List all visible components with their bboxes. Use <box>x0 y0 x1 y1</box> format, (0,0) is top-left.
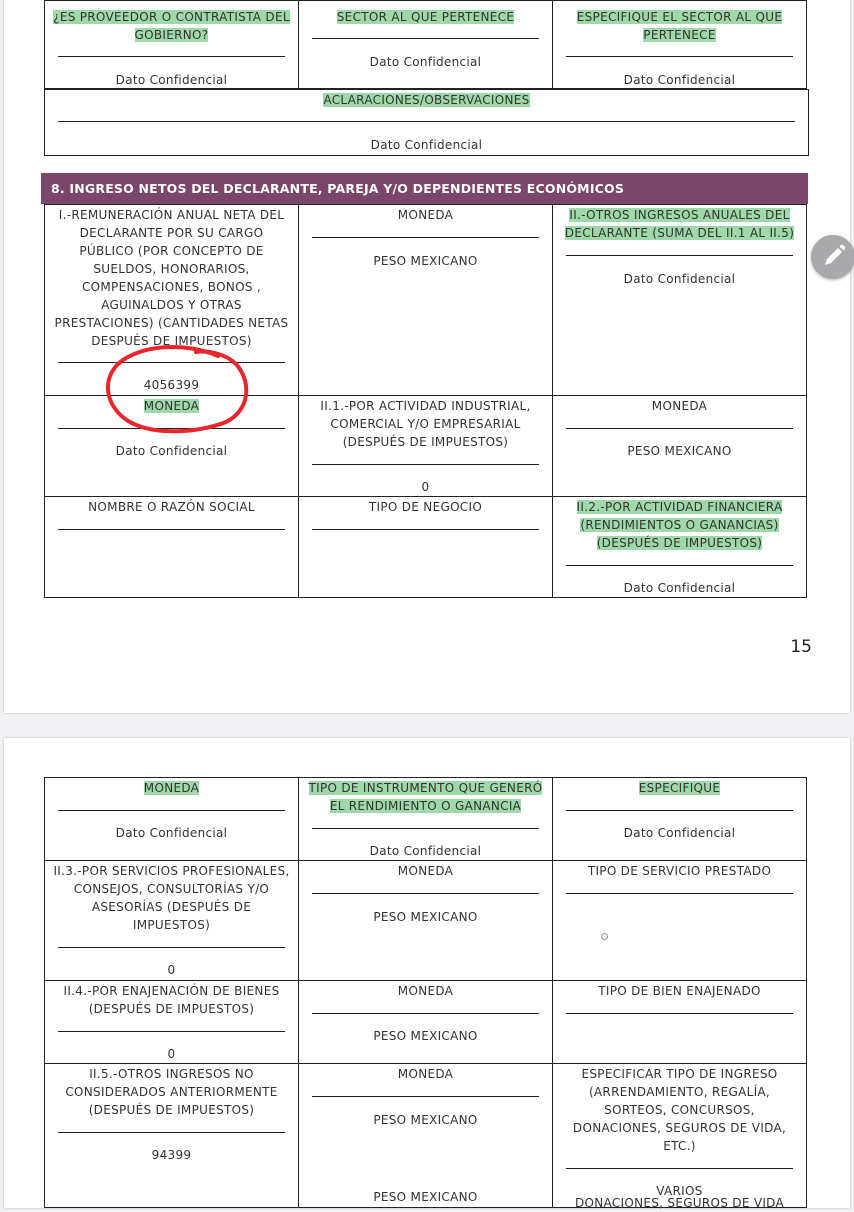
tipo-servicio-label: TIPO DE SERVICIO PRESTADO <box>587 864 772 878</box>
cut-off-tipo-ingreso-text: DONACIONES, SEGUROS DE VIDA <box>574 1196 785 1210</box>
moneda-label: MONEDA <box>143 399 200 413</box>
moneda-cell <box>298 860 553 981</box>
otros-ingresos-no-considerados-cell <box>44 1063 299 1208</box>
separator <box>566 893 793 894</box>
moneda-cell <box>298 204 553 396</box>
separator <box>58 121 795 122</box>
tipo-ingreso-label: ESPECIFICAR TIPO DE INGRESO (ARRENDAMIENTO, REGALÍA, SORTEOS, CONCURSOS, DONACIONES, SEGUROS DE VIDA, ETC.) <box>572 1067 787 1153</box>
otros-ingresos-value: Dato Confidencial <box>623 272 736 286</box>
section-8-header: 8. INGRESO NETOS DEL DECLARANTE, PAREJA Y/O DEPENDIENTES ECONÓMICOS <box>41 173 808 204</box>
separator <box>58 1132 285 1133</box>
especifique-sector-value: Dato Confidencial <box>623 73 736 87</box>
cut-off-moneda-text: PESO MEXICANO <box>373 1190 478 1204</box>
proveedor-value: Dato Confidencial <box>115 73 228 87</box>
actividad-financiera-cell <box>552 496 807 598</box>
edit-button[interactable] <box>811 235 854 279</box>
otros-ingresos-no-considerados-label: II.5.-OTROS INGRESOS NO CONSIDERADOS ANTERIORMENTE (DESPUÉS DE IMPUESTOS) <box>65 1067 278 1117</box>
moneda-label: MONEDA <box>397 1067 454 1081</box>
remuneracion-cell <box>44 204 299 396</box>
otros-ingresos-no-considerados-value: 94399 <box>151 1148 192 1162</box>
actividad-industrial-label: II.1.-POR ACTIVIDAD INDUSTRIAL, COMERCIAL Y/O EMPRESARIAL (DESPUÉS DE IMPUESTOS) <box>320 399 531 449</box>
separator <box>312 529 539 530</box>
moneda-cell <box>44 777 299 861</box>
sector-value: Dato Confidencial <box>369 55 482 69</box>
moneda-cell <box>552 395 807 497</box>
separator <box>566 428 793 429</box>
separator <box>58 428 285 429</box>
tipo-bien-label: TIPO DE BIEN ENAJENADO <box>598 984 761 998</box>
servicios-profesionales-cell <box>44 860 299 981</box>
separator <box>312 237 539 238</box>
separator <box>566 810 793 811</box>
moneda-label: MONEDA <box>651 399 708 413</box>
separator <box>58 810 285 811</box>
separator <box>312 893 539 894</box>
small-circle-mark <box>601 933 608 940</box>
separator <box>312 1096 539 1097</box>
aclaraciones-value: Dato Confidencial <box>370 138 483 152</box>
moneda-value: PESO MEXICANO <box>627 444 732 458</box>
moneda-cell <box>44 395 299 497</box>
separator <box>58 529 285 530</box>
especifique-sector-cell <box>552 0 807 89</box>
moneda-label: MONEDA <box>397 208 454 222</box>
separator <box>566 1013 793 1014</box>
proveedor-label: ¿ES PROVEEDOR O CONTRATISTA DEL GOBIERNO? <box>53 10 290 42</box>
actividad-financiera-value: Dato Confidencial <box>623 581 736 595</box>
page-number: 15 <box>790 637 812 657</box>
tipo-instrumento-value: Dato Confidencial <box>369 844 482 858</box>
separator <box>58 1031 285 1032</box>
proveedor-cell <box>44 0 299 89</box>
razon-social-cell <box>44 496 299 598</box>
moneda-label: MONEDA <box>397 984 454 998</box>
moneda-value: PESO MEXICANO <box>373 910 478 924</box>
especifique-value: Dato Confidencial <box>623 826 736 840</box>
moneda-label: MONEDA <box>143 781 200 795</box>
separator <box>312 828 539 829</box>
moneda-label: MONEDA <box>397 864 454 878</box>
moneda-value: PESO MEXICANO <box>373 254 478 268</box>
tipo-servicio-cell <box>552 860 807 981</box>
actividad-industrial-value: 0 <box>421 480 430 494</box>
otros-ingresos-cell <box>552 204 807 396</box>
separator <box>58 947 285 948</box>
tipo-instrumento-label: TIPO DE INSTRUMENTO QUE GENERÓ EL RENDIMIENTO O GANANCIA <box>308 781 543 813</box>
especifique-label: ESPECIFIQUE <box>638 781 721 795</box>
tipo-ingreso-cell <box>552 1063 807 1208</box>
tipo-negocio-label: TIPO DE NEGOCIO <box>368 500 483 514</box>
otros-ingresos-label: II.-OTROS INGRESOS ANUALES DEL DECLARANTE (SUMA DEL II.1 AL II.5) <box>564 208 795 240</box>
separator <box>566 1168 793 1169</box>
moneda-cell <box>298 1063 553 1208</box>
tipo-negocio-cell <box>298 496 553 598</box>
enajenacion-bienes-cell <box>44 980 299 1064</box>
separator <box>58 362 285 363</box>
moneda-cell <box>298 980 553 1064</box>
servicios-profesionales-value: 0 <box>167 963 176 977</box>
moneda-value: Dato Confidencial <box>115 444 228 458</box>
separator <box>566 255 793 256</box>
sector-cell <box>298 0 553 89</box>
enajenacion-bienes-label: II.4.-POR ENAJENACIÓN DE BIENES (DESPUÉS DE IMPUESTOS) <box>63 984 280 1016</box>
remuneracion-value: 4056399 <box>143 378 200 392</box>
separator <box>312 38 539 39</box>
remuneracion-label: I.-REMUNERACIÓN ANUAL NETA DEL DECLARANTE POR SU CARGO PÚBLICO (POR CONCEPTO DE SUELDOS, HONORARIOS, COMPENSACIONES, BONOS , AGUINALDOS Y OTRAS PRESTACIONES) (CANTIDADES NETAS DESPUÉS DE IMPUESTOS) <box>54 208 289 348</box>
sector-label: SECTOR AL QUE PERTENECE <box>336 10 515 24</box>
actividad-industrial-cell <box>298 395 553 497</box>
separator <box>312 464 539 465</box>
aclaraciones-label: ACLARACIONES/OBSERVACIONES <box>323 93 530 107</box>
separator <box>312 1013 539 1014</box>
separator <box>566 56 793 57</box>
pencil-edit-icon <box>811 235 854 279</box>
moneda-value: PESO MEXICANO <box>373 1029 478 1043</box>
moneda-value: Dato Confidencial <box>115 826 228 840</box>
enajenacion-bienes-value: 0 <box>167 1047 176 1061</box>
moneda-value: PESO MEXICANO <box>373 1113 478 1127</box>
separator <box>566 565 793 566</box>
aclaraciones-cell <box>44 89 809 156</box>
tipo-bien-cell <box>552 980 807 1064</box>
separator <box>58 56 285 57</box>
actividad-financiera-label: II.2.-POR ACTIVIDAD FINANCIERA (RENDIMIENTOS O GANANCIAS) (DESPUÉS DE IMPUESTOS) <box>576 500 783 550</box>
servicios-profesionales-label: II.3.-POR SERVICIOS PROFESIONALES, CONSEJOS, CONSULTORÍAS Y/O ASESORÍAS (DESPUÉS DE IMPUESTOS) <box>53 864 290 932</box>
tipo-instrumento-cell <box>298 777 553 861</box>
razon-social-label: NOMBRE O RAZÓN SOCIAL <box>88 500 255 514</box>
especifique-sector-label: ESPECIFIQUE EL SECTOR AL QUE PERTENECE <box>576 10 783 42</box>
tipo-ingreso-value: VARIOS <box>656 1184 703 1198</box>
especifique-cell <box>552 777 807 861</box>
